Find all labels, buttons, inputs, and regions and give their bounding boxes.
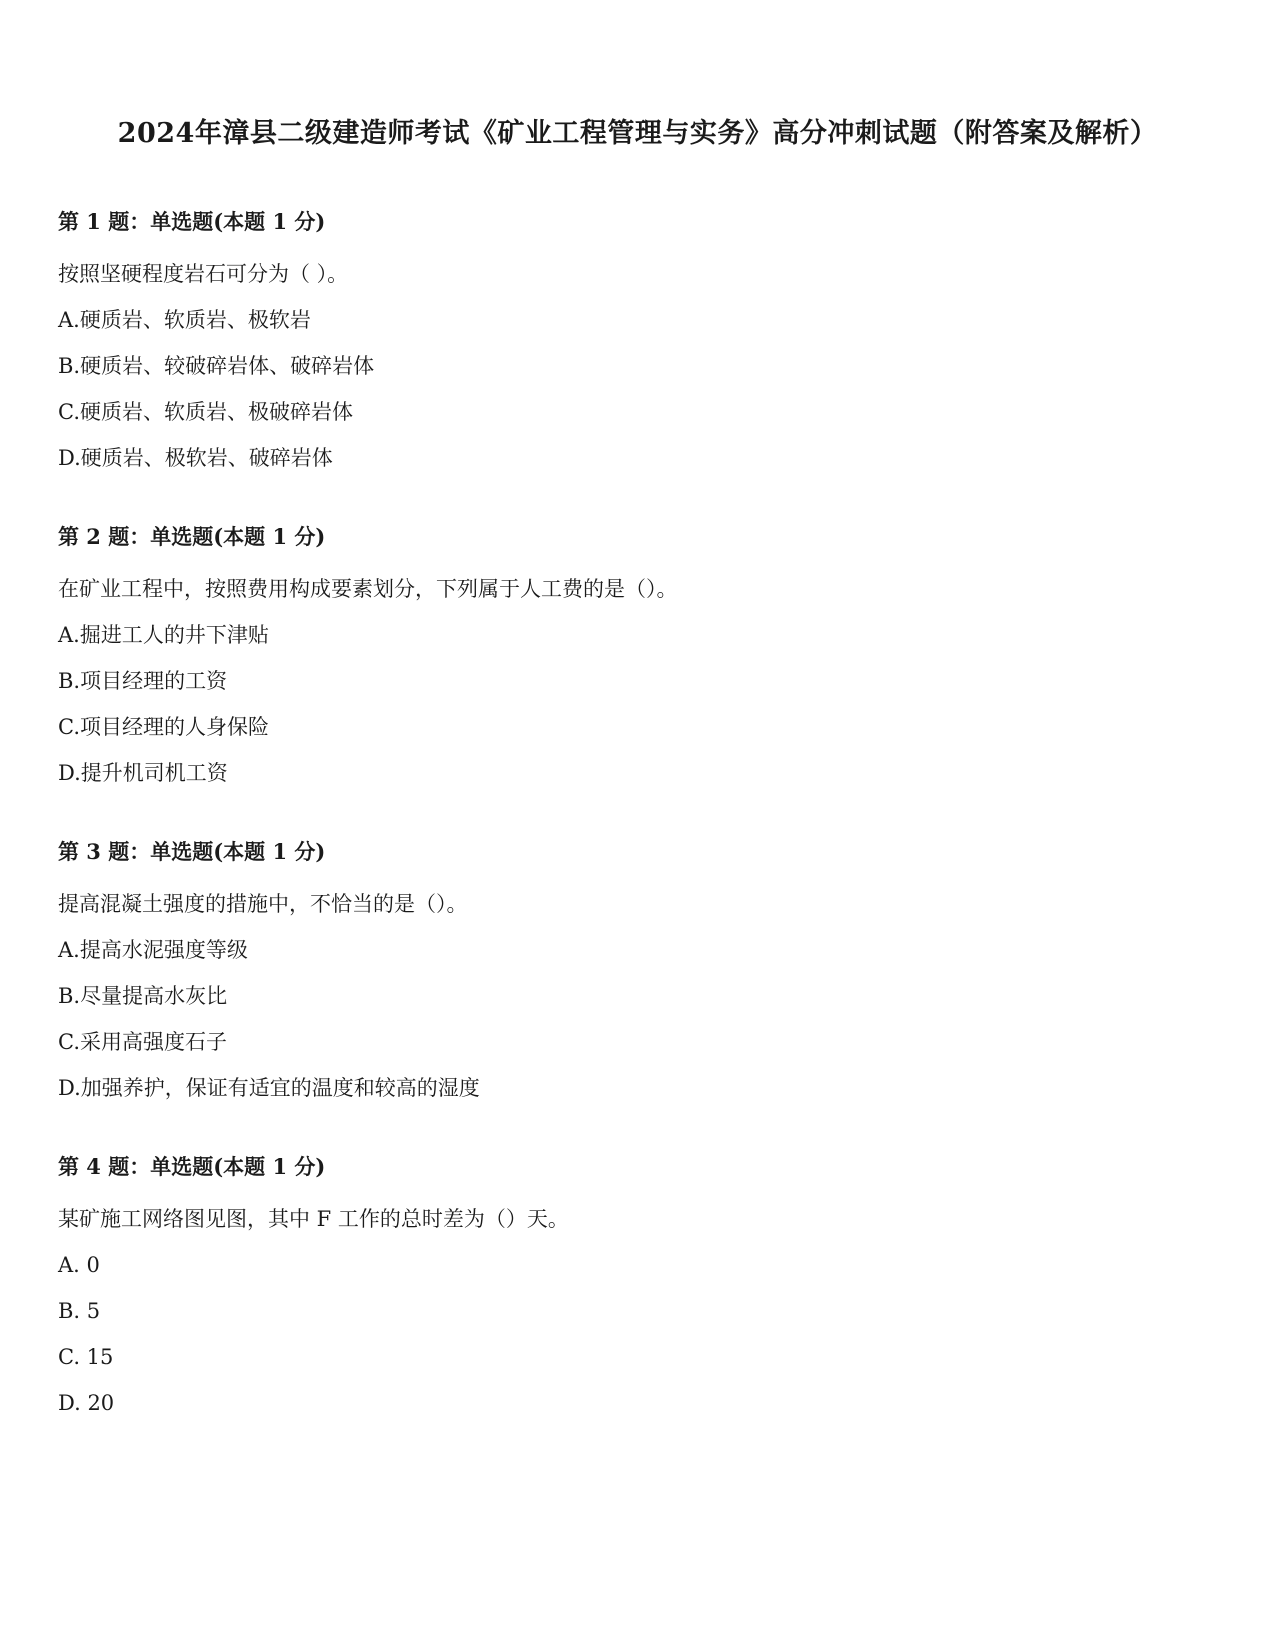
document-title: 2024年漳县二级建造师考试《矿业工程管理与实务》高分冲刺试题（附答案及解析） xyxy=(117,118,1158,149)
option-b: B.硬质岩、较破碎岩体、破碎岩体 xyxy=(58,354,375,378)
option-b: B. 5 xyxy=(58,1299,101,1323)
option-a: A. 0 xyxy=(58,1253,100,1277)
option-c: C.硬质岩、软质岩、极破碎岩体 xyxy=(58,400,353,424)
option-a: A.提高水泥强度等级 xyxy=(58,938,248,962)
question-header: 第 4 题：单选题(本题 1 分) xyxy=(58,1154,326,1179)
question-stem: 在矿业工程中，按照费用构成要素划分，下列属于人工费的是（）。 xyxy=(58,577,678,601)
option-a: A.硬质岩、软质岩、极软岩 xyxy=(58,308,311,332)
question-3 xyxy=(58,838,1218,1102)
question-stem: 按照坚硬程度岩石可分为（ ）。 xyxy=(58,262,349,286)
question-header: 第 3 题：单选题(本题 1 分) xyxy=(58,839,326,864)
question-stem: 某矿施工网络图见图，其中 F 工作的总时差为（）天。 xyxy=(58,1207,569,1231)
option-c: C.采用高强度石子 xyxy=(58,1030,227,1054)
option-a: A.掘进工人的井下津贴 xyxy=(58,623,269,647)
option-d: D. 20 xyxy=(58,1391,115,1415)
question-4 xyxy=(58,1153,1218,1417)
option-d: D.加强养护，保证有适宜的温度和较高的湿度 xyxy=(58,1076,480,1100)
option-b: B.尽量提高水灰比 xyxy=(58,984,228,1008)
option-d: D.硬质岩、极软岩、破碎岩体 xyxy=(58,446,333,470)
question-stem: 提高混凝土强度的措施中，不恰当的是（）。 xyxy=(58,892,468,916)
option-c: C. 15 xyxy=(58,1345,114,1369)
question-2 xyxy=(58,523,1218,787)
question-1 xyxy=(58,208,1218,472)
option-b: B.项目经理的工资 xyxy=(58,669,228,693)
option-d: D.提升机司机工资 xyxy=(58,761,228,785)
question-header: 第 2 题：单选题(本题 1 分) xyxy=(58,524,326,549)
question-header: 第 1 题：单选题(本题 1 分) xyxy=(58,209,326,234)
option-c: C.项目经理的人身保险 xyxy=(58,715,269,739)
